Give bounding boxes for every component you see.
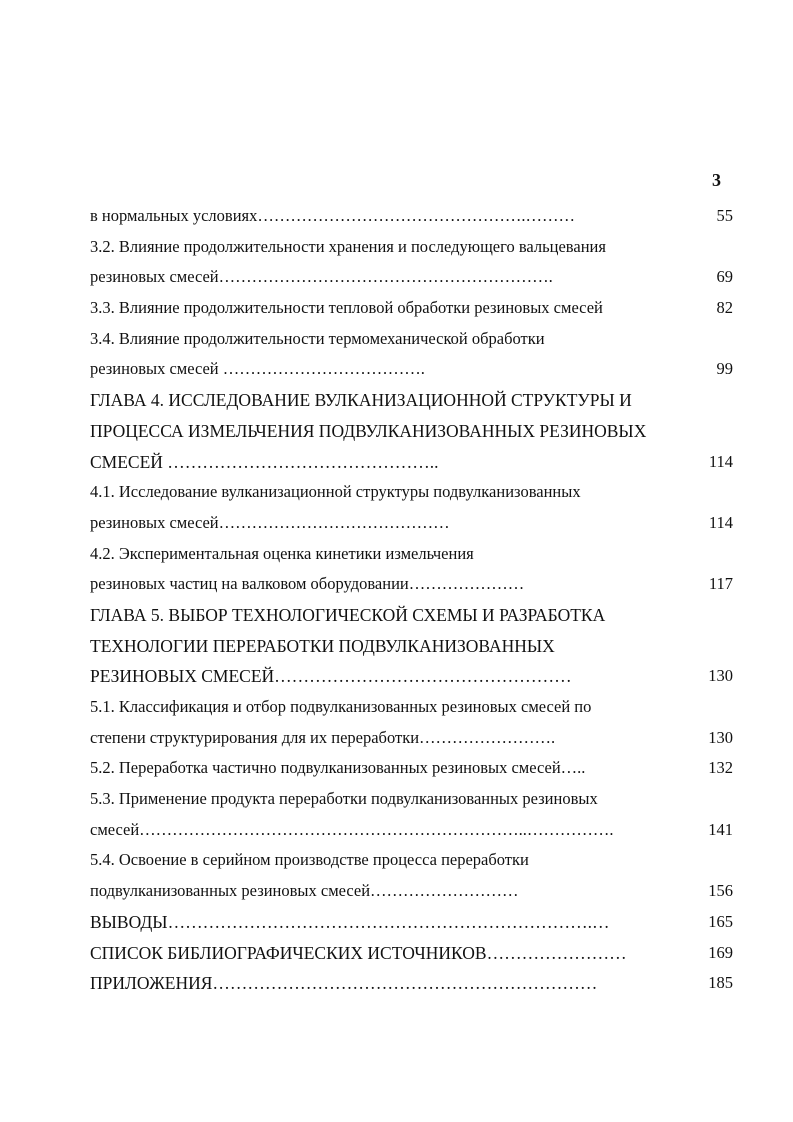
toc-line <box>0 723 793 754</box>
toc-page-number: 114 <box>708 512 733 532</box>
toc-entry-text: 3.4. Влияние продолжительности термомеханической обработки <box>90 328 545 348</box>
toc-chapter-text: ГЛАВА 4. ИССЛЕДОВАНИЕ ВУЛКАНИЗАЦИОННОЙ СТРУКТУРЫ И <box>90 390 632 411</box>
toc-entry-text: 5.3. Применение продукта переработки подвулканизованных резиновых <box>90 789 598 809</box>
toc-chapter-text: ГЛАВА 5. ВЫБОР ТЕХНОЛОГИЧЕСКОЙ СХЕМЫ И РАЗРАБОТКА <box>90 604 606 625</box>
toc-page-number: 69 <box>716 267 733 287</box>
toc-entry-text: 5.4. Освоение в серийном производстве процесса переработки <box>90 850 529 870</box>
toc-entry-text: 3.2. Влияние продолжительности хранения и последующего вальцевания <box>90 236 606 256</box>
toc-line <box>0 232 793 263</box>
toc-chapter-line <box>0 631 793 662</box>
toc-entry-text: подвулканизованных резиновых смесей……………………… <box>90 881 519 901</box>
toc-entry-text: резиновых смесей…………………………………… <box>90 512 450 532</box>
toc-line <box>0 354 793 385</box>
toc-line <box>0 324 793 355</box>
toc-line <box>0 753 793 784</box>
toc-entry-text: резиновых частиц на валковом оборудовании………………… <box>90 574 525 594</box>
toc-chapter-text: СМЕСЕЙ ……………………………………….. <box>90 451 439 472</box>
toc-entry-text: 5.1. Классификация и отбор подвулканизованных резиновых смесей по <box>90 697 592 716</box>
toc-page-number: 156 <box>708 881 733 901</box>
toc-chapter-text: ПРИЛОЖЕНИЯ………………………………………………………… <box>90 973 598 994</box>
toc-page-number: 132 <box>708 758 733 778</box>
toc-line <box>0 845 793 876</box>
toc-line <box>0 876 793 907</box>
toc-entry-text: смесей……………………………………………………………..……………. <box>90 819 614 839</box>
toc-line <box>0 692 793 723</box>
toc-entry-text: резиновых смесей ………………………………. <box>90 359 425 379</box>
toc-line <box>0 815 793 846</box>
toc-chapter-text: ПРОЦЕССА ИЗМЕЛЬЧЕНИЯ ПОДВУЛКАНИЗОВАННЫХ РЕЗИНОВЫХ <box>90 420 647 441</box>
toc-chapter-text: ВЫВОДЫ……………………………………………………………….… <box>90 911 610 932</box>
table-of-contents <box>0 201 793 999</box>
toc-chapter-line <box>0 907 793 938</box>
toc-page-number: 185 <box>708 973 733 993</box>
toc-page-number: 114 <box>708 451 733 471</box>
toc-entry-text: резиновых смесей……………………………………………………. <box>90 267 553 287</box>
toc-chapter-text: РЕЗИНОВЫХ СМЕСЕЙ…………………………………………… <box>90 666 572 687</box>
toc-chapter-text: ТЕХНОЛОГИИ ПЕРЕРАБОТКИ ПОДВУЛКАНИЗОВАННЫХ <box>90 635 555 656</box>
toc-entry-text: 4.2. Экспериментальная оценка кинетики измельчения <box>90 543 474 563</box>
toc-chapter-line <box>0 968 793 999</box>
toc-line <box>0 477 793 508</box>
toc-line <box>0 293 793 324</box>
toc-entry-text: 3.3. Влияние продолжительности тепловой обработки резиновых смесей <box>90 298 603 318</box>
toc-page-number: 141 <box>708 819 733 839</box>
toc-entry-text: 4.1. Исследование вулканизационной структуры подвулканизованных <box>90 482 581 502</box>
toc-chapter-line <box>0 447 793 478</box>
toc-chapter-line <box>0 385 793 416</box>
toc-line <box>0 508 793 539</box>
toc-page-number: 99 <box>716 359 733 379</box>
toc-page-number: 82 <box>716 298 733 318</box>
toc-line <box>0 539 793 570</box>
toc-page-number: 165 <box>708 911 733 931</box>
toc-chapter-line <box>0 938 793 969</box>
toc-page-number: 117 <box>708 574 733 594</box>
toc-entry-text: степени структурирования для их переработки……………………. <box>90 727 556 747</box>
toc-line <box>0 569 793 600</box>
toc-page-number: 130 <box>708 727 733 747</box>
page-number: 3 <box>712 170 721 190</box>
toc-chapter-line <box>0 600 793 631</box>
toc-page-number: 169 <box>708 942 733 962</box>
toc-chapter-line <box>0 416 793 447</box>
toc-line <box>0 784 793 815</box>
toc-line <box>0 262 793 293</box>
toc-page-number: 130 <box>708 666 733 686</box>
toc-entry-text: в нормальных условиях………………………………………….……… <box>90 206 575 225</box>
toc-chapter-line <box>0 661 793 692</box>
toc-entry-text: 5.2. Переработка частично подвулканизованных резиновых смесей….. <box>90 758 586 778</box>
toc-page-number: 55 <box>716 206 733 225</box>
toc-chapter-text: СПИСОК БИБЛИОГРАФИЧЕСКИХ ИСТОЧНИКОВ…………………… <box>90 942 627 963</box>
toc-line <box>0 201 793 232</box>
